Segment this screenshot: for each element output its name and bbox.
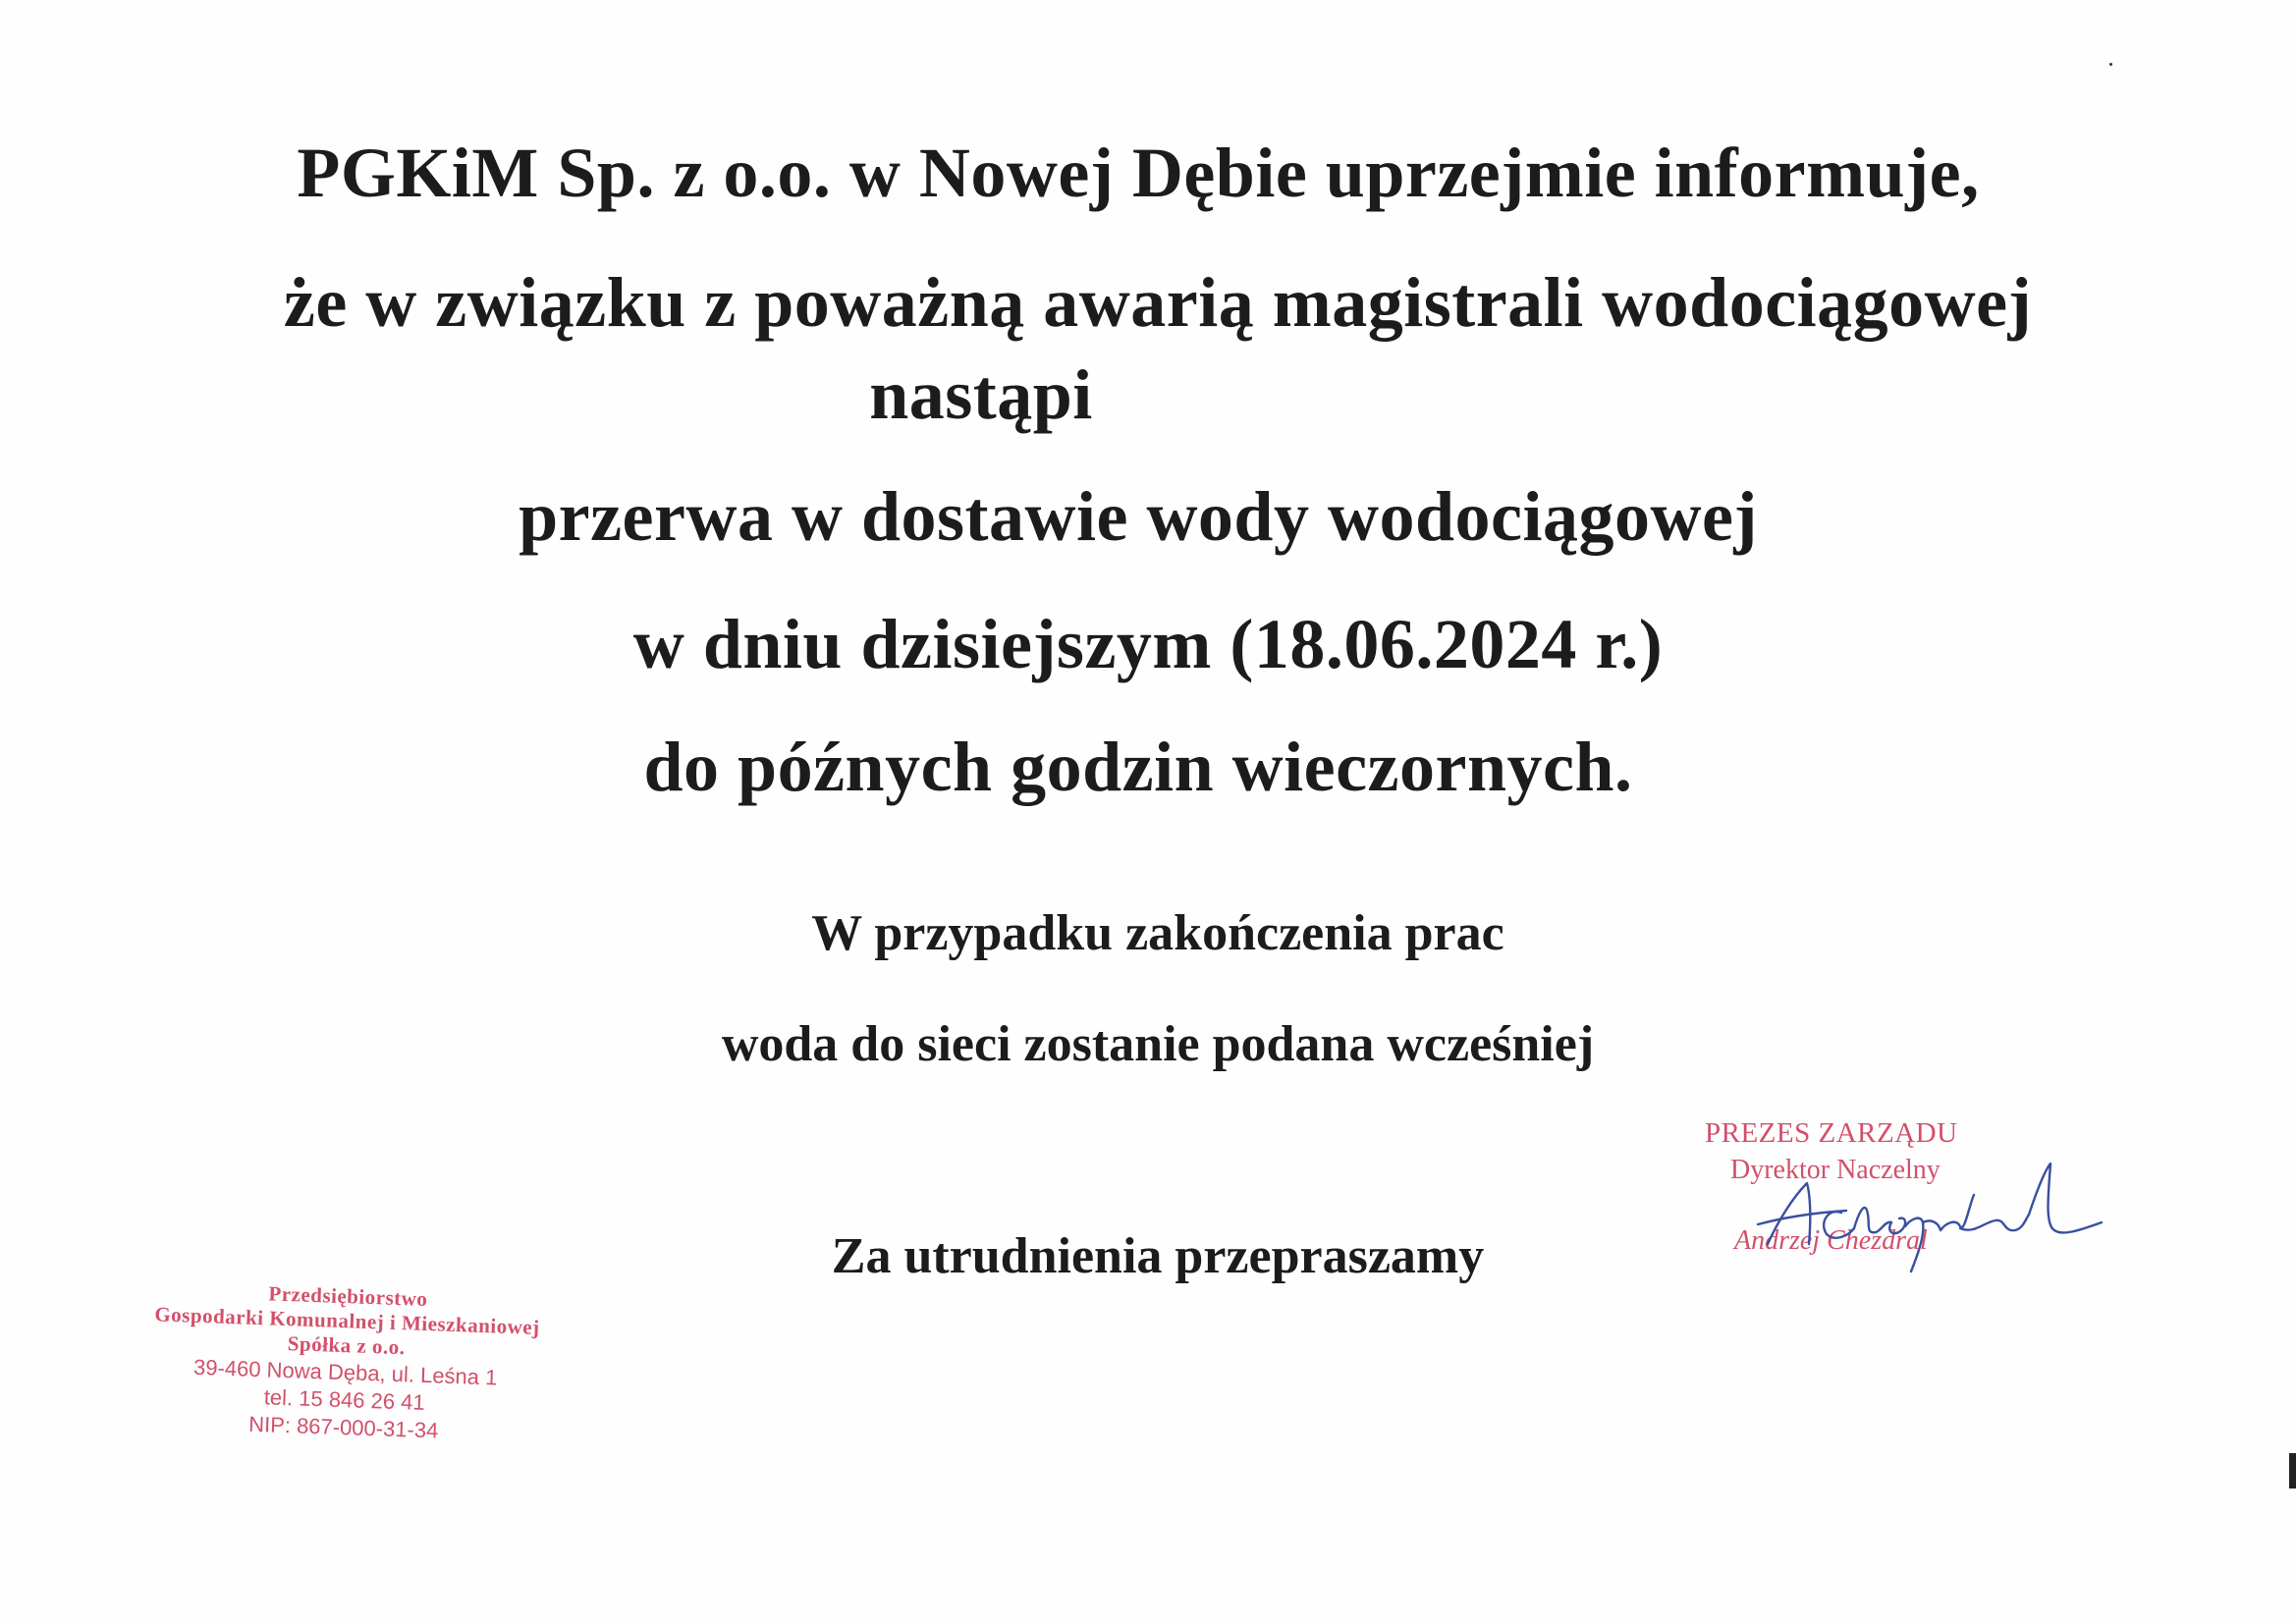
handwritten-signature	[1738, 1154, 2111, 1291]
stamp-subtitle: Dyrektor Naczelny	[1730, 1155, 1941, 1185]
scan-speck	[2109, 63, 2112, 66]
stamp-line: 39-460 Nowa Dęba, ul. Leśna 1	[192, 1354, 498, 1390]
heading-line: w dniu dzisiejszym (18.06.2024 r.)	[632, 605, 1664, 683]
heading-line: że w związku z poważną awarią magistrali wodociągowej	[283, 263, 2033, 342]
heading-line: przerwa w dostawie wody wodociągowej	[519, 477, 1758, 556]
scan-edge-mark	[2289, 1453, 2296, 1489]
stamp-line: Gospodarki Komunalnej i Mieszkaniowej	[154, 1302, 541, 1340]
heading-line: nastąpi	[869, 355, 1093, 434]
closing-line: Za utrudnienia przepraszamy	[831, 1228, 1485, 1284]
heading-line: PGKiM Sp. z o.o. w Nowej Dębie uprzejmie informuje,	[297, 134, 1980, 212]
stamp-line: tel. 15 846 26 41	[263, 1384, 426, 1415]
heading-line: do późnych godzin wieczornych.	[643, 728, 1633, 806]
stamp-line: Spółka z o.o.	[287, 1331, 406, 1360]
note-line: woda do sieci zostanie podana wcześniej	[721, 1016, 1595, 1072]
note-line: W przypadku zakończenia prac	[811, 905, 1504, 961]
stamp-line: Przedsiębiorstwo	[268, 1281, 428, 1312]
stamp-name: Andrzej Chezdral	[1734, 1225, 1928, 1256]
stamp-title: PREZES ZARZĄDU	[1705, 1117, 1958, 1149]
stamp-line: NIP: 867-000-31-34	[247, 1411, 439, 1443]
company-stamp	[111, 1276, 578, 1479]
